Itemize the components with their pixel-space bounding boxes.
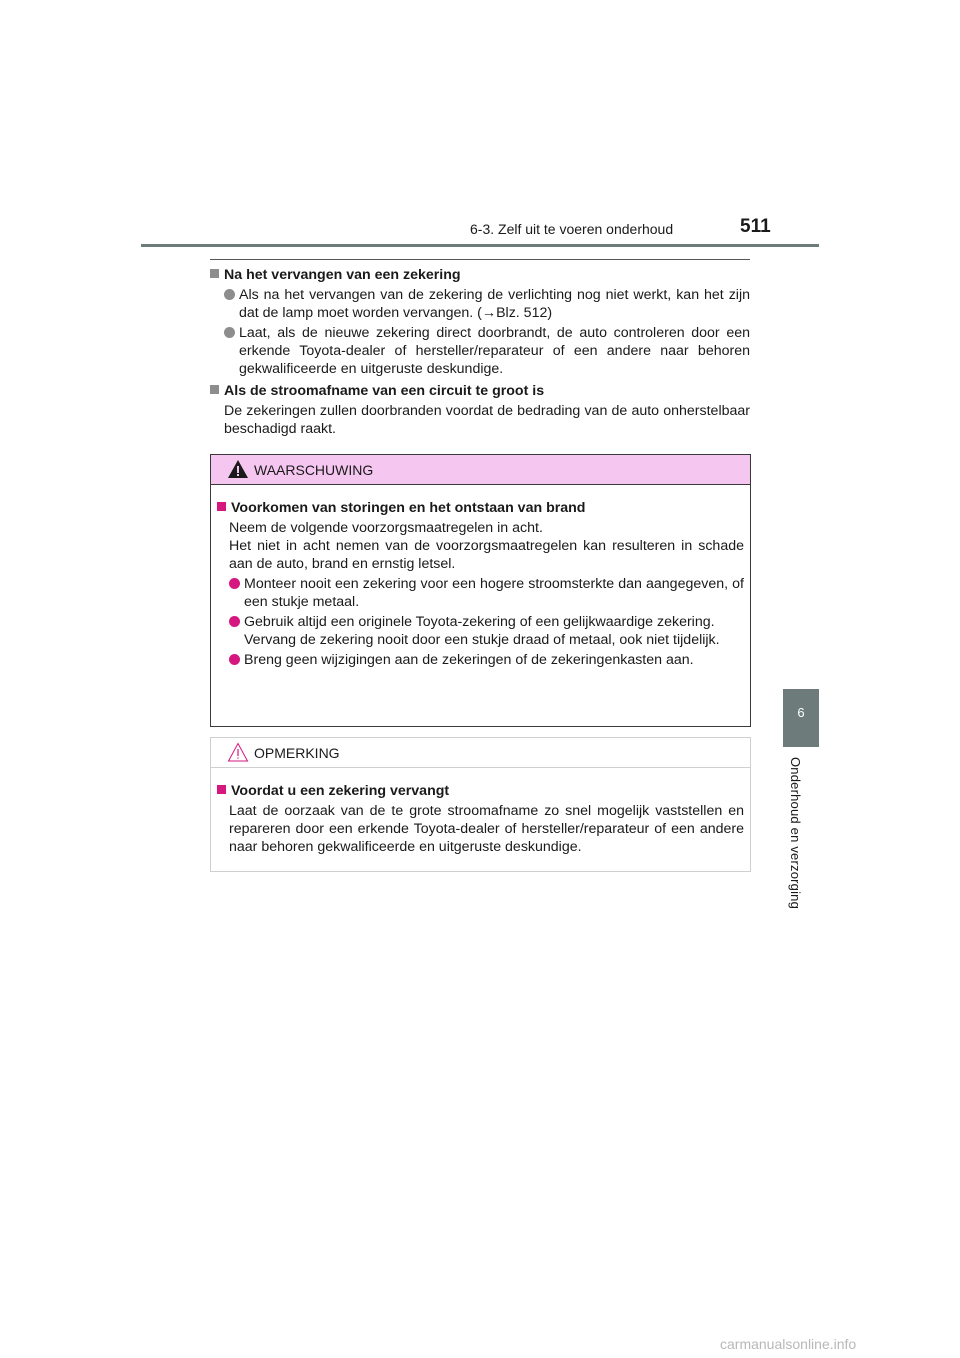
warning-icon — [227, 459, 249, 479]
warning-text: Neem de volgende voorzorgsmaatregelen in acht. Het niet in acht nemen van de voorzorgsmaatregelen kan resulteren in schade aan de auto, brand en ernstig letsel. — [229, 520, 744, 572]
page-number: 511 — [740, 216, 771, 237]
list-item: Laat, als de nieuwe zekering direct doorbrandt, de auto controleren door een erkende Toyota-dealer of hersteller/reparateur of een andere naar behoren gekwalificeerde en uitgeruste deskundige. — [210, 324, 750, 378]
circle-bullet-icon — [224, 289, 235, 300]
section-text: De zekeringen zullen doorbranden voordat de bedrading van de auto onherstelbaar beschadigd raakt. — [224, 403, 750, 437]
warning-body — [211, 485, 750, 669]
square-bullet-icon — [217, 502, 226, 511]
circle-bullet-icon — [229, 578, 240, 589]
notice-heading: Voordat u een zekering vervangt — [217, 782, 744, 800]
section-heading: Als de stroomafname van een circuit te groot is — [210, 382, 750, 400]
square-bullet-icon — [210, 385, 219, 394]
list-item: Breng geen wijzigingen aan de zekeringen of de zekeringenkasten aan. — [217, 651, 744, 669]
list-item: Monteer nooit een zekering voor een hogere stroomsterkte dan aangegeven, of een stukje metaal. — [217, 575, 744, 611]
section-title: 6-3. Zelf uit te voeren onderhoud — [470, 221, 674, 237]
caution-icon — [227, 742, 249, 762]
circle-bullet-icon — [229, 616, 240, 627]
square-bullet-icon — [210, 269, 219, 278]
circle-bullet-icon — [224, 327, 235, 338]
warning-header — [211, 455, 750, 485]
chapter-tab — [783, 689, 819, 747]
section-heading: Na het vervangen van een zekering — [210, 266, 750, 284]
notice-body — [211, 768, 750, 856]
watermark: carmanualsonline.info — [720, 1336, 857, 1352]
notice-box — [210, 737, 751, 872]
notice-text: Laat de oorzaak van de te grote stroomafname zo snel mogelijk vaststellen en repareren door een erkende Toyota-dealer of hersteller/reparateur of een andere naar behoren gekwalificeerde en uitgeruste deskundige. — [229, 803, 744, 855]
warning-title: WAARSCHUWING — [254, 462, 374, 478]
square-bullet-icon — [217, 785, 226, 794]
main-content — [210, 266, 750, 442]
chapter-number: 6 — [797, 705, 805, 720]
content-rule — [210, 259, 750, 260]
notice-header — [211, 738, 750, 768]
warning-heading: Voorkomen van storingen en het ontstaan van brand — [217, 499, 744, 517]
list-item: Gebruik altijd een originele Toyota-zekering of een gelijkwaardige zekering. Vervang de zekering nooit door een stukje draad of metaal, ook niet tijdelijk. — [217, 613, 744, 649]
chapter-title: Onderhoud en verzorging — [788, 757, 803, 910]
warning-box — [210, 454, 751, 727]
notice-title: OPMERKING — [254, 745, 340, 761]
list-item: Als na het vervangen van de zekering de verlichting nog niet werkt, kan het zijn dat de lamp moet worden vervangen. (→Blz. 512) — [210, 286, 750, 322]
circle-bullet-icon — [229, 654, 240, 665]
header-rule — [141, 244, 819, 247]
